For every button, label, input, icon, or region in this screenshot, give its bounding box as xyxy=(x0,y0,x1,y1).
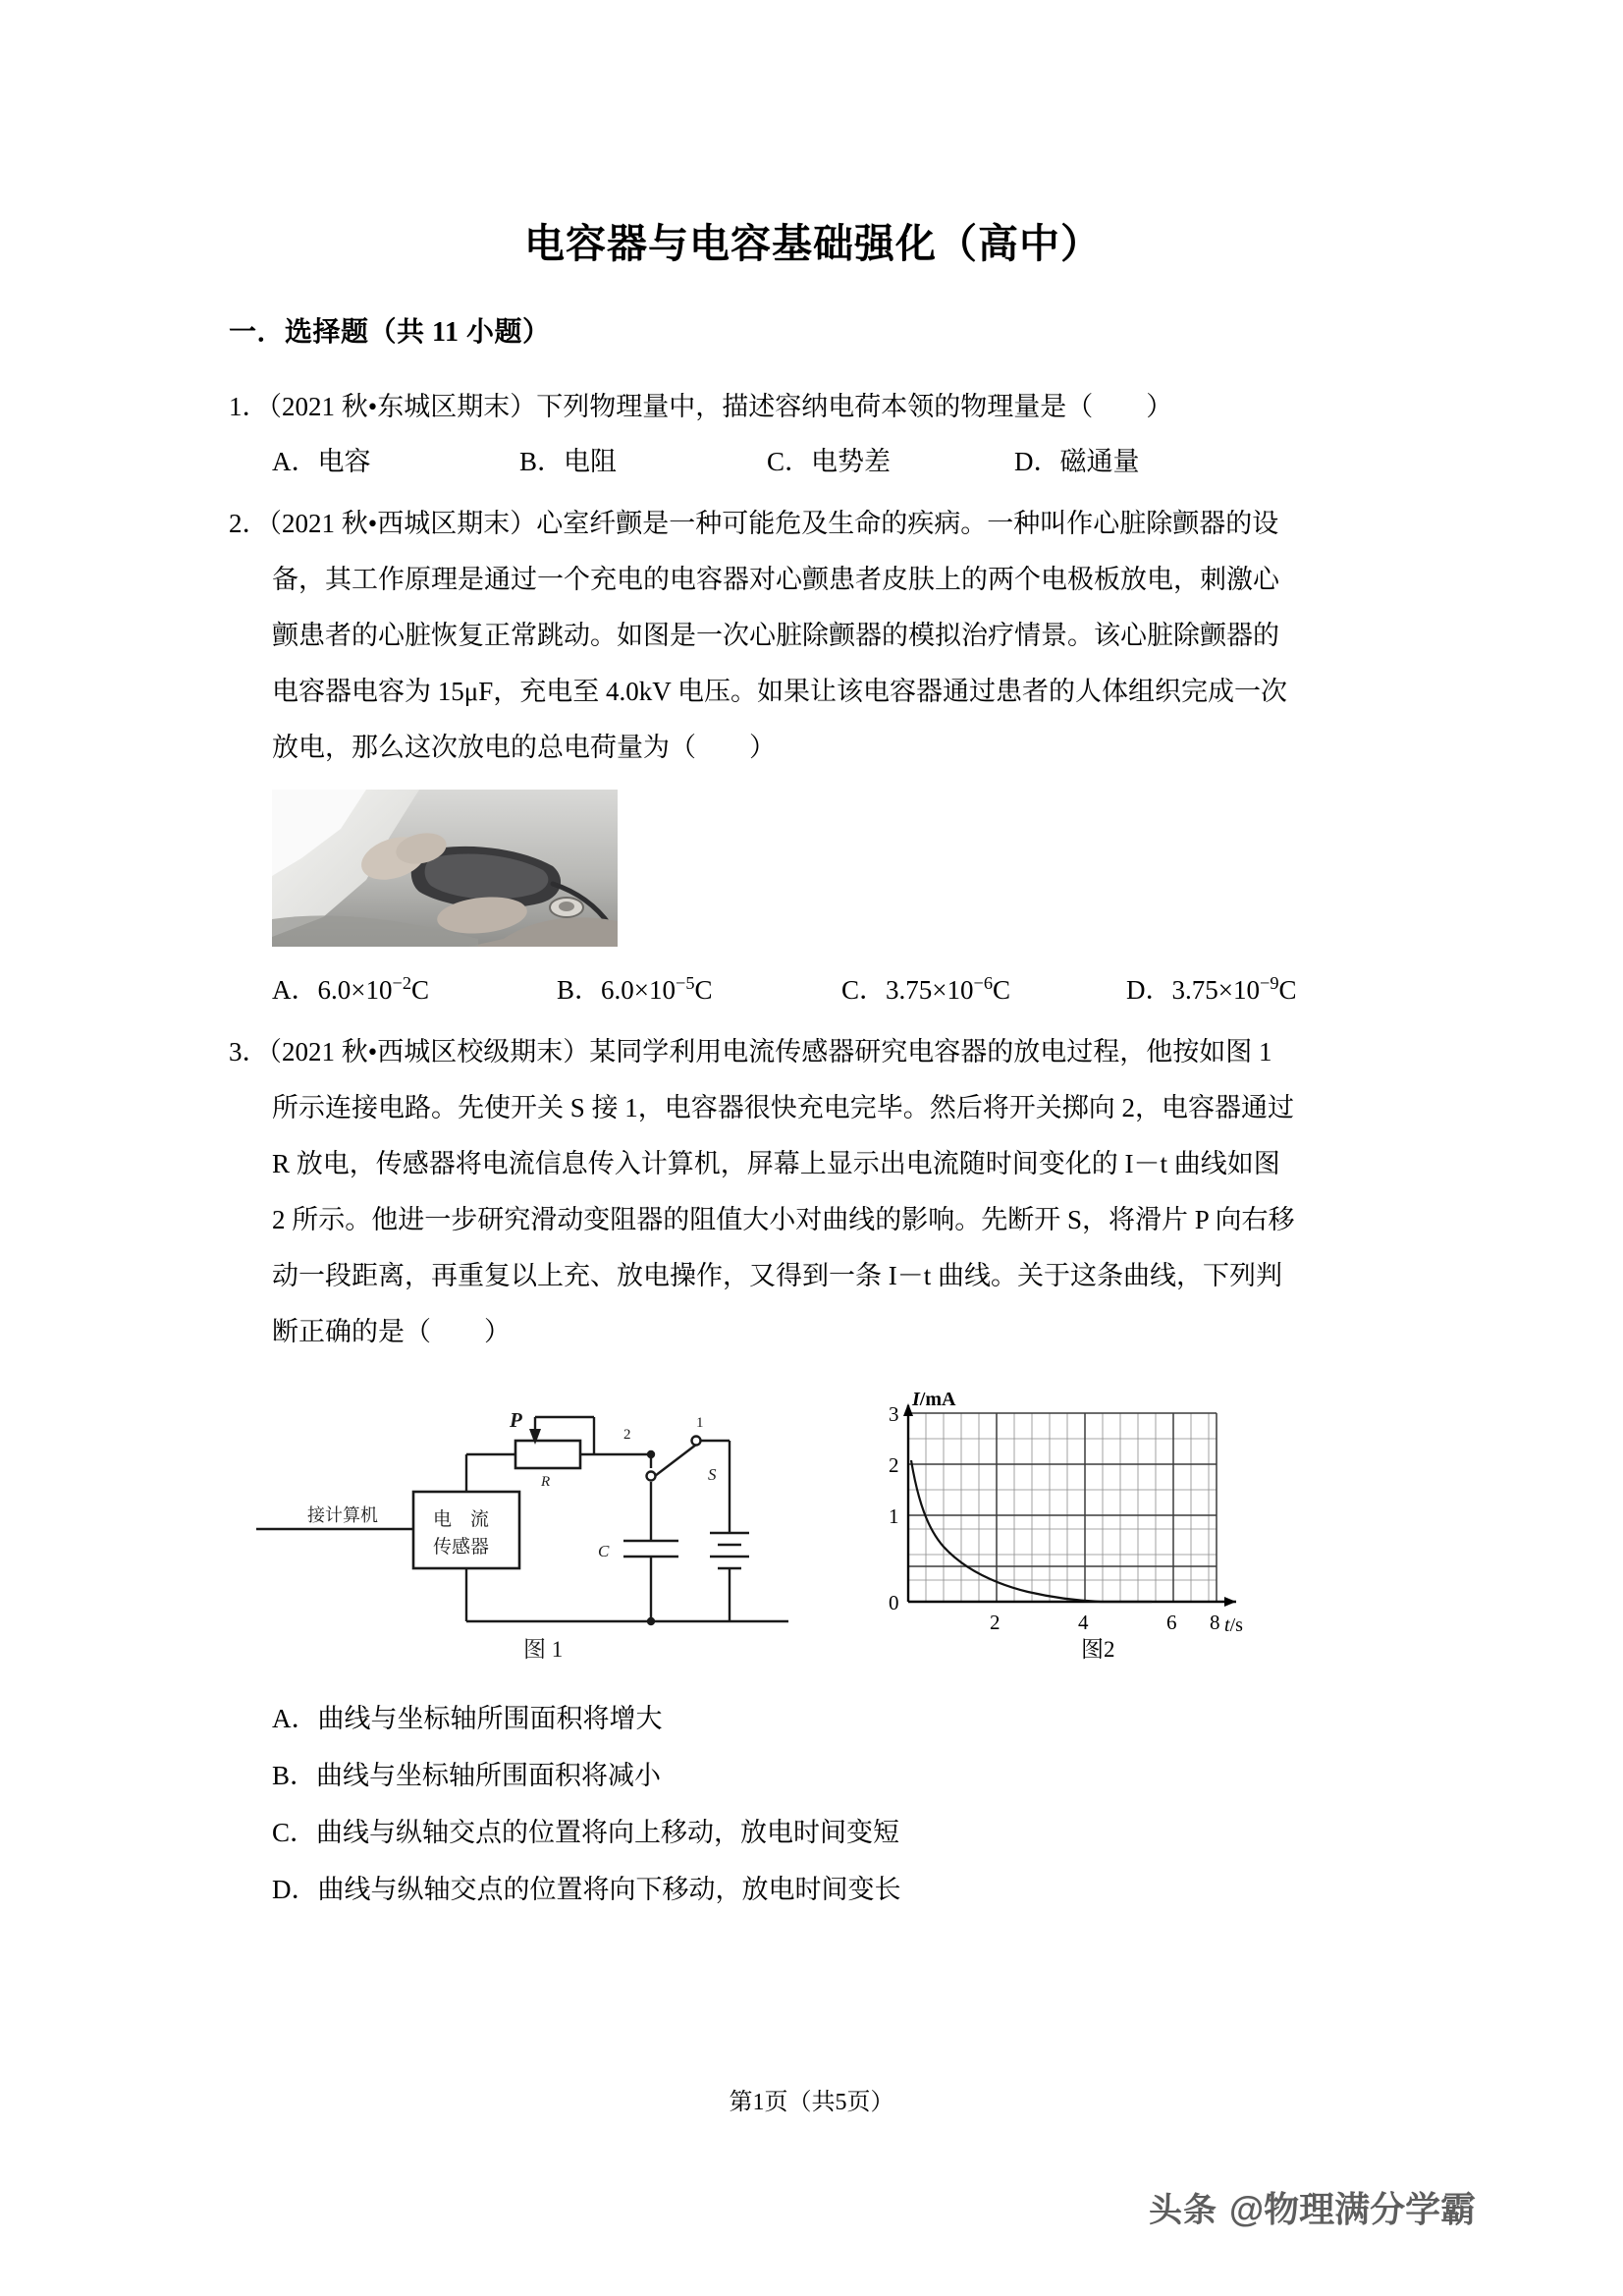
option-c[interactable] xyxy=(841,957,1126,1016)
option-a-label: A． xyxy=(272,975,318,1005)
question-3-stem-line-6: 断正确的是（ ） xyxy=(272,1317,511,1346)
defibrillator-photo xyxy=(272,790,618,947)
option-d-text: 曲线与纵轴交点的位置将向下移动，放电时间变长 xyxy=(317,1875,901,1904)
option-d-unit: C xyxy=(1278,975,1297,1005)
option-a-label: A． xyxy=(272,1704,318,1733)
option-b[interactable] xyxy=(272,1747,1397,1804)
option-a-exponent: −2 xyxy=(392,973,412,993)
option-b-text: 曲线与坐标轴所围面积将减小 xyxy=(316,1761,662,1790)
circuit-diagram-figure-1 xyxy=(239,1384,867,1668)
option-d-text: 磁通量 xyxy=(1059,447,1140,476)
label-slider-p: P xyxy=(510,1408,522,1432)
option-c[interactable] xyxy=(767,435,1014,488)
option-a-label: A． xyxy=(272,447,318,476)
page-number-text: 第1页（共5页） xyxy=(729,2090,894,2115)
option-b-mantissa: 6.0×10 xyxy=(601,975,676,1005)
y-tick-0: 0 xyxy=(889,1591,899,1614)
page-footer xyxy=(0,2082,1623,2116)
option-c-unit: C xyxy=(993,975,1011,1005)
page-title: 电容器与电容基础强化（高中） xyxy=(524,221,1102,266)
switch-pivot xyxy=(647,1472,656,1481)
option-c-mantissa: 3.75×10 xyxy=(886,975,974,1005)
question-2-options xyxy=(229,957,1397,1016)
question-3-stem-line-3: R 放电，传感器将电流信息传入计算机，屏幕上显示出电流随时间变化的 I－t 曲线如图 xyxy=(272,1149,1280,1178)
option-c-exponent: −6 xyxy=(973,973,994,993)
question-1-stem: 1．（2021 秋•东城区期末）下列物理量中，描述容纳电荷本领的物理量是（ ） xyxy=(229,392,1173,421)
option-b[interactable] xyxy=(557,957,841,1016)
y-tick-1: 1 xyxy=(889,1504,899,1528)
y-tick-3: 3 xyxy=(889,1402,899,1426)
switch-contact-1 xyxy=(692,1437,701,1446)
node-dot xyxy=(647,1450,655,1458)
option-d-label: D． xyxy=(1014,447,1060,476)
option-b-text: 电阻 xyxy=(564,447,618,476)
figure-2-caption: 图2 xyxy=(1081,1637,1115,1662)
question-3-figures xyxy=(229,1384,1397,1668)
option-a-mantissa: 6.0×10 xyxy=(317,975,393,1005)
question-1-options xyxy=(229,435,1397,488)
question-2 xyxy=(229,496,1397,1016)
watermark xyxy=(1149,2182,1476,2232)
discharge-curve xyxy=(911,1460,1152,1602)
question-3-stem-line-2: 所示连接电路。先使开关 S 接 1，电容器很快充电完毕。然后将开关掷向 2，电容器通过 xyxy=(272,1093,1295,1122)
section-heading: 一．选择题（共 11 小题） xyxy=(229,317,551,348)
option-d-exponent: −9 xyxy=(1259,973,1279,993)
question-2-stem-line-2: 备，其工作原理是通过一个充电的电容器对心颤患者皮肤上的两个电极板放电，刺激心 xyxy=(272,565,1279,594)
option-d-label: D． xyxy=(272,1875,318,1904)
question-3 xyxy=(229,1024,1397,1918)
x-tick-6: 6 xyxy=(1166,1611,1177,1634)
label-sensor-line2: 传感器 xyxy=(433,1537,490,1558)
page-content xyxy=(229,211,1397,1926)
label-switch-s: S xyxy=(708,1465,717,1484)
option-b[interactable] xyxy=(519,435,767,488)
option-c[interactable] xyxy=(272,1804,1397,1861)
label-contact-1: 1 xyxy=(696,1415,704,1431)
slider-arrow-icon xyxy=(529,1429,541,1445)
question-2-stem-line-3: 颤患者的心脏恢复正常跳动。如图是一次心脏除颤器的模拟治疗情景。该心脏除颤器的 xyxy=(272,621,1279,650)
option-d-mantissa: 3.75×10 xyxy=(1171,975,1260,1005)
question-3-stem-line-4: 2 所示。他进一步研究滑动变阻器的阻值大小对曲线的影响。先断开 S，将滑片 P 向右移 xyxy=(272,1205,1295,1234)
option-a-unit: C xyxy=(411,975,430,1005)
option-b-exponent: −5 xyxy=(676,973,695,993)
option-a-text: 曲线与坐标轴所围面积将增大 xyxy=(317,1704,663,1733)
option-d[interactable] xyxy=(272,1861,1397,1918)
question-1 xyxy=(229,379,1397,488)
x-axis-arrow-icon xyxy=(1224,1597,1236,1607)
question-3-stem-line-5: 动一段距离，再重复以上充、放电操作，又得到一条 I－t 曲线。关于这条曲线，下列判 xyxy=(272,1261,1282,1290)
question-2-stem-line-1: 2．（2021 秋•西城区期末）心室纤颤是一种可能危及生命的疾病。一种叫作心脏除颤器的设 xyxy=(229,509,1279,538)
figure-1-caption: 图 1 xyxy=(523,1637,564,1662)
label-contact-2: 2 xyxy=(623,1427,631,1443)
option-c-text: 电势差 xyxy=(811,447,892,476)
label-sensor-line1: 电 流 xyxy=(433,1509,490,1530)
y-axis-label: I/mA xyxy=(912,1389,956,1410)
option-d[interactable] xyxy=(1014,435,1140,488)
label-resistor-r: R xyxy=(541,1474,551,1490)
option-b-unit: C xyxy=(694,975,713,1005)
option-a[interactable] xyxy=(272,957,557,1016)
chart-figure-2 xyxy=(867,1384,1260,1668)
option-b-label: B． xyxy=(557,975,602,1005)
question-3-stem-line-1: 3．（2021 秋•西城区校级期末）某同学利用电流传感器研究电容器的放电过程，他按如图 1 xyxy=(229,1037,1272,1066)
x-tick-4: 4 xyxy=(1078,1611,1089,1634)
x-axis-label: t/s xyxy=(1224,1614,1243,1636)
option-c-label: C． xyxy=(841,975,887,1005)
option-a-text: 电容 xyxy=(317,447,371,476)
label-capacitor-c: C xyxy=(598,1542,610,1560)
x-tick-2: 2 xyxy=(990,1611,1001,1634)
watermark-brand: 头条 xyxy=(1149,2192,1217,2229)
label-to-computer: 接计算机 xyxy=(307,1505,378,1525)
option-a[interactable] xyxy=(272,435,519,488)
question-2-figure xyxy=(229,790,1397,947)
question-3-options xyxy=(229,1690,1397,1918)
option-c-label: C． xyxy=(272,1818,317,1847)
question-2-stem-line-5: 放电，那么这次放电的总电荷量为（ ） xyxy=(272,733,776,762)
option-b-label: B． xyxy=(272,1761,317,1790)
watermark-username: @物理满分学霸 xyxy=(1229,2189,1477,2229)
node-dot xyxy=(647,1617,655,1625)
y-tick-2: 2 xyxy=(889,1453,899,1477)
option-b-label: B． xyxy=(519,447,565,476)
option-c-label: C． xyxy=(767,447,812,476)
question-2-stem-line-4: 电容器电容为 15μF，充电至 4.0kV 电压。如果让该电容器通过患者的人体组织完成一次 xyxy=(272,677,1288,706)
option-c-text: 曲线与纵轴交点的位置将向上移动，放电时间变短 xyxy=(316,1818,900,1847)
x-tick-8: 8 xyxy=(1210,1611,1220,1634)
option-d[interactable] xyxy=(1126,957,1297,1016)
option-a[interactable] xyxy=(272,1690,1397,1747)
option-d-label: D． xyxy=(1126,975,1172,1005)
